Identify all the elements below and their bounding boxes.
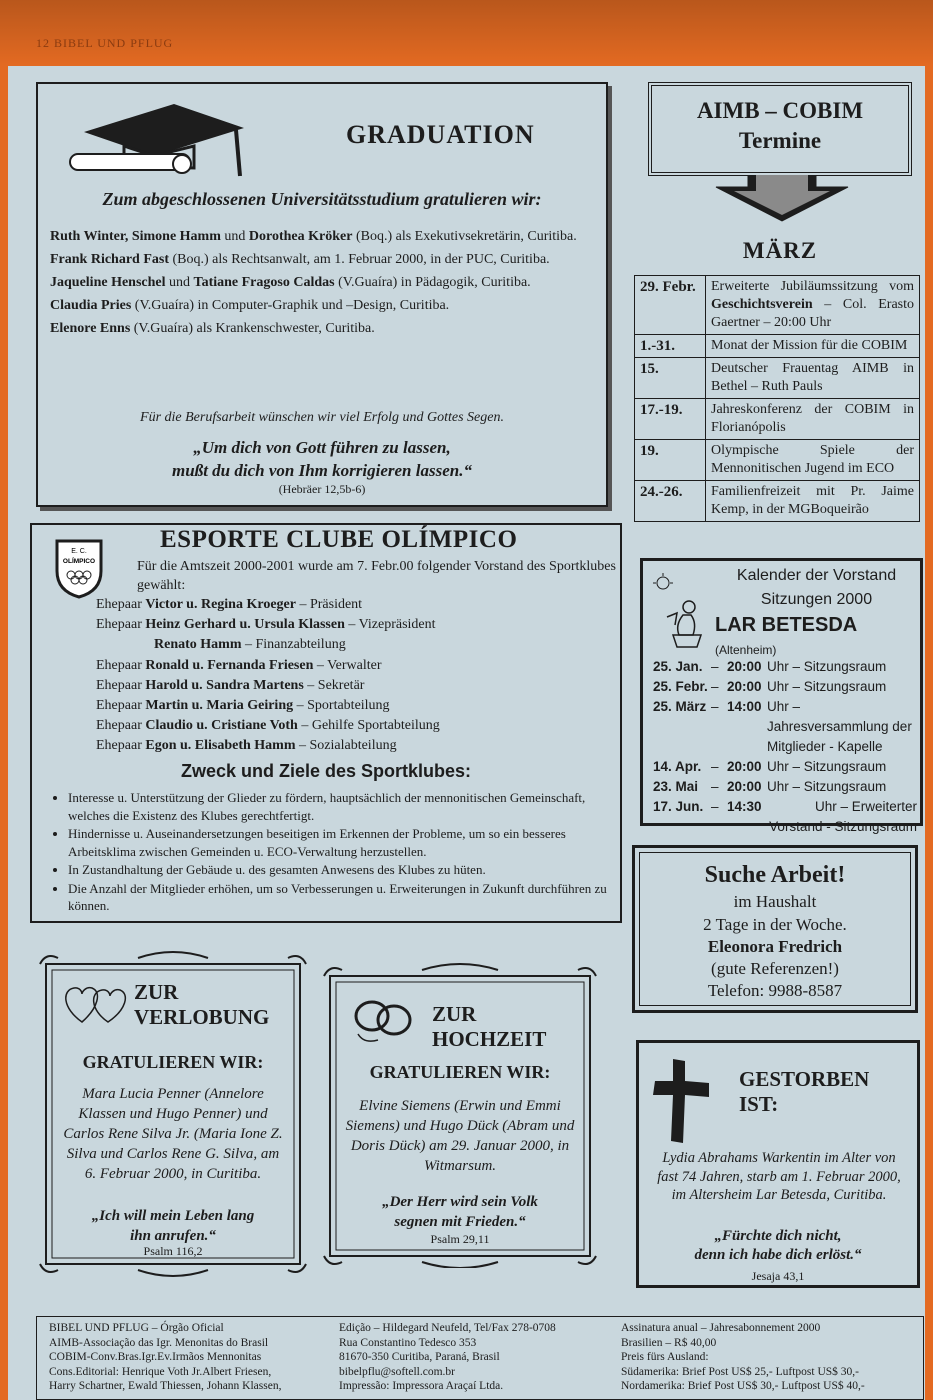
graduation-title: GRADUATION (346, 120, 535, 149)
kalender-row: 25. März – 14:00 Uhr – Jahresversammlung der Mitglieder - Kapelle (653, 699, 912, 754)
graduation-intro: Zum abgeschlossenen Universitätsstudium gratulieren wir: (102, 189, 542, 209)
hochzeit-quote: „Der Herr wird sein Volk segnen mit Frieden.“ (382, 1194, 538, 1230)
event-row: 1.-31. Monat der Mission für die COBIM (635, 335, 920, 358)
kalender-row: 14. Apr. – 20:00 Uhr – Sitzungsraum (653, 759, 887, 774)
graduation-reference: (Hebräer 12,5b-6) (278, 482, 366, 496)
graduation-entry: Claudia Pries (V.Guaíra) in Computer-Graphik und –Design, Curitiba. (50, 298, 450, 313)
esporte-title: ESPORTE CLUBE OLÍMPICO (160, 526, 518, 553)
obituary-quote: „Fürchte dich nicht, denn ich habe dich erlöst.“ (694, 1228, 862, 1263)
footer-col-edition: Edição – Hildegard Neufeld, Tel/Fax 278-0708 Rua Constantino Tedesco 353 81670-350 Curitiba, Paraná, Brasil bibelpflu@softell.com.br Impressão: Impressora Araçaí Ltda. (339, 1322, 556, 1392)
job-ad-name: Eleonora Fredrich (707, 937, 843, 956)
verlobung-title: ZUR VERLOBUNG (134, 980, 270, 1029)
page-header-text: 12 BIBEL UND PFLUG (36, 36, 174, 50)
kalender-rows (653, 657, 917, 837)
hochzeit-text: Elvine Siemens (Erwin und Emmi Siemens) und Hugo Dück (Abram und Doris Dück) am 29. Januar 2000, in Witmarsum. (345, 1098, 575, 1174)
board-member: Renato Hamm – Finanzabteilung (154, 637, 346, 653)
goal-item: • Die Anzahl der Mitglieder erhöhen, um so Verbesserungen u. Erweiterungen in Zukunft durchführen zu können. (68, 880, 614, 915)
svg-text:E. C.: E. C. (71, 548, 87, 555)
obituary-box (636, 1040, 920, 1288)
events-table (634, 275, 920, 522)
esporte-subtitle: Zweck und Ziele des Sportklubes: (180, 761, 472, 781)
aimb-header-box (648, 82, 912, 176)
job-ad-line: (gute Referenzen!) (711, 959, 839, 978)
goals-list (42, 789, 614, 916)
wedding-rings-icon (344, 990, 422, 1046)
board-member: Ehepaar Harold u. Sandra Martens – Sekretär (96, 677, 365, 693)
footer-col-publisher: BIBEL UND PFLUG – Órgão Oficial AIMB-Associação das Igr. Menonitas do Brasil COBIM-Conv.Bras.Igr.Ev.Irmãos Mennonitas Cons.Editorial: Henrique Voth Jr.Albert Friesen, Harry Schartner, Ewald Thiessen, Johann Klassen, (49, 1322, 282, 1392)
cross-icon (651, 1057, 713, 1145)
club-shield-logo (54, 537, 104, 599)
svg-text:OLÍMPICO: OLÍMPICO (62, 558, 96, 565)
job-search-ad (632, 845, 918, 1013)
hochzeit-reference: Psalm 29,11 (430, 1232, 490, 1246)
board-list (96, 595, 440, 757)
verlobung-quote: „Ich will mein Leben lang ihn anrufen.“ (91, 1208, 255, 1244)
board-member: Ehepaar Claudio u. Cristiane Voth – Gehilfe Sportabteilung (96, 718, 440, 734)
graduation-quote: „Um dich von Gott führen zu lassen, mußt du dich von Ihm korrigieren lassen.“ (172, 438, 472, 480)
footer-col-subscription: Assinatura anual – Jahresabonnement 2000 Brasilien – R$ 40,00 Preis fürs Ausland: Südamerika: Brief Post US$ 25,- Luftpost US$ 30,- Nordamerika: Brief Post US$ 30,- Luftpost US$ 40,- (621, 1322, 865, 1392)
job-ad-phone: Telefon: 9988-8587 (707, 981, 843, 1000)
kalender-subtitle: Sitzungen 2000 (760, 591, 873, 608)
graduation-wish: Für die Berufsarbeit wünschen wir viel Erfolg und Gottes Segen. (140, 410, 504, 425)
board-member: Ehepaar Martin u. Maria Geiring – Sportabteilung (96, 698, 390, 714)
elderly-reading-icon (653, 573, 711, 653)
kalender-location: LAR BETESDA (Altenheim) (715, 614, 857, 657)
event-row: 29. Febr. Erweiterte Jubiläumssitzung vom Geschichtsverein – Col. Erasto Gaertner – 20:00 Uhr (635, 276, 920, 335)
hochzeit-box (322, 962, 598, 1268)
arrow-down-icon (712, 175, 852, 223)
board-member: Ehepaar Victor u. Regina Kroeger – Präsident (96, 597, 363, 612)
obituary-reference: Jesaja 43,1 (751, 1269, 805, 1283)
kalender-box (640, 558, 923, 834)
graduation-entries (50, 226, 596, 341)
verlobung-text: Mara Lucia Penner (Annelore Klassen und Hugo Penner) und Carlos Rene Silva Jr. (Maria Ione Z. Silva und Carlos Rene G. Silva, am 6. Februar 2000, in Curitiba. (63, 1086, 283, 1182)
kalender-row: 23. Mai – 20:00 Uhr – Sitzungsraum (653, 779, 887, 794)
verlobung-congrats: GRATULIEREN WIR: (82, 1052, 264, 1072)
kalender-row: 17. Jun. – 14:30 Uhr – Erweiterter Vorstand - Sitzungsraum (653, 799, 917, 834)
obituary-title: GESTORBEN IST: (739, 1067, 870, 1116)
event-row: 15. Deutscher Frauentag AIMB in Bethel – Ruth Pauls (635, 358, 920, 399)
graduation-entry: Elenore Enns (V.Guaíra) als Krankenschwester, Curitiba. (50, 321, 375, 336)
kalender-title: Kalender der Vorstand (736, 567, 897, 584)
graduation-cap-icon (64, 98, 254, 182)
esporte-intro: Für die Amtszeit 2000-2001 wurde am 7. Febr.00 folgender Vorstand des Sportklubes gewählt: (137, 559, 616, 593)
goal-item: • Interesse u. Unterstützung der Glieder zu fördern, hauptsächlich der mennonitischen Gemeinschaft, welches die Existenz des Klubes gerechtfertigt. (68, 789, 614, 824)
graduation-entry: Frank Richard Fast (Boq.) als Rechtsanwalt, am 1. Februar 2000, in der PUC, Curitiba. (50, 252, 550, 267)
event-row: 24.-26. Familienfreizeit mit Pr. Jaime Kemp, in der MGBoqueirão (635, 481, 920, 522)
goal-item: • Hindernisse u. Auseinandersetzungen beseitigen im Erkennen der Probleme, um so ein besseres Arbeitsklima zwischen Gemeinden u. ECO-Verwaltung herzustellen. (68, 825, 614, 860)
hochzeit-congrats: GRATULIEREN WIR: (369, 1062, 551, 1082)
job-ad-title: Suche Arbeit! (704, 862, 846, 888)
aimb-subtitle: Termine (738, 128, 822, 153)
hearts-icon (60, 978, 134, 1030)
page-header-strip (0, 0, 933, 66)
aimb-title: AIMB – COBIM (696, 98, 864, 123)
board-member: Ehepaar Heinz Gerhard u. Ursula Klassen – Vizepräsident (96, 617, 436, 633)
month-heading: MÄRZ (742, 238, 818, 263)
event-row: 17.-19. Jahreskonferenz der COBIM in Florianópolis (635, 399, 920, 440)
esporte-clube-box (30, 523, 622, 923)
obituary-text: Lydia Abrahams Warkentin im Alter von fast 74 Jahren, starb am 1. Februar 2000, im Altersheim Lar Betesda, Curitiba. (657, 1150, 901, 1203)
kalender-row: 25. Febr. – 20:00 Uhr – Sitzungsraum (653, 679, 887, 694)
event-row: 19. Olympische Spiele der Mennonitischen Jugend im ECO (635, 440, 920, 481)
kalender-row: 25. Jan. – 20:00 Uhr – Sitzungsraum (653, 659, 887, 674)
verlobung-box (38, 950, 308, 1278)
hochzeit-title: ZUR HOCHZEIT (432, 1002, 547, 1051)
verlobung-reference: Psalm 116,2 (143, 1244, 203, 1258)
job-ad-line: 2 Tage in der Woche. (703, 915, 847, 934)
job-ad-line: im Haushalt (733, 892, 817, 911)
board-member: Ehepaar Ronald u. Fernanda Friesen – Verwalter (96, 657, 382, 673)
board-member: Ehepaar Egon u. Elisabeth Hamm – Sozialabteilung (96, 738, 397, 754)
goal-item: • In Zustandhaltung der Gebäude u. des gesamten Anwesens des Klubes zu hüten. (68, 861, 614, 879)
graduation-entry: Jaqueline Henschel und Tatiane Fragoso Caldas (V.Guaíra) in Pädagogik, Curitiba. (50, 275, 531, 290)
graduation-box (36, 82, 608, 507)
masthead-footer (36, 1316, 924, 1400)
graduation-entry: Ruth Winter, Simone Hamm und Dorothea Kröker (Boq.) als Exekutivsekretärin, Curitiba. (50, 229, 577, 244)
